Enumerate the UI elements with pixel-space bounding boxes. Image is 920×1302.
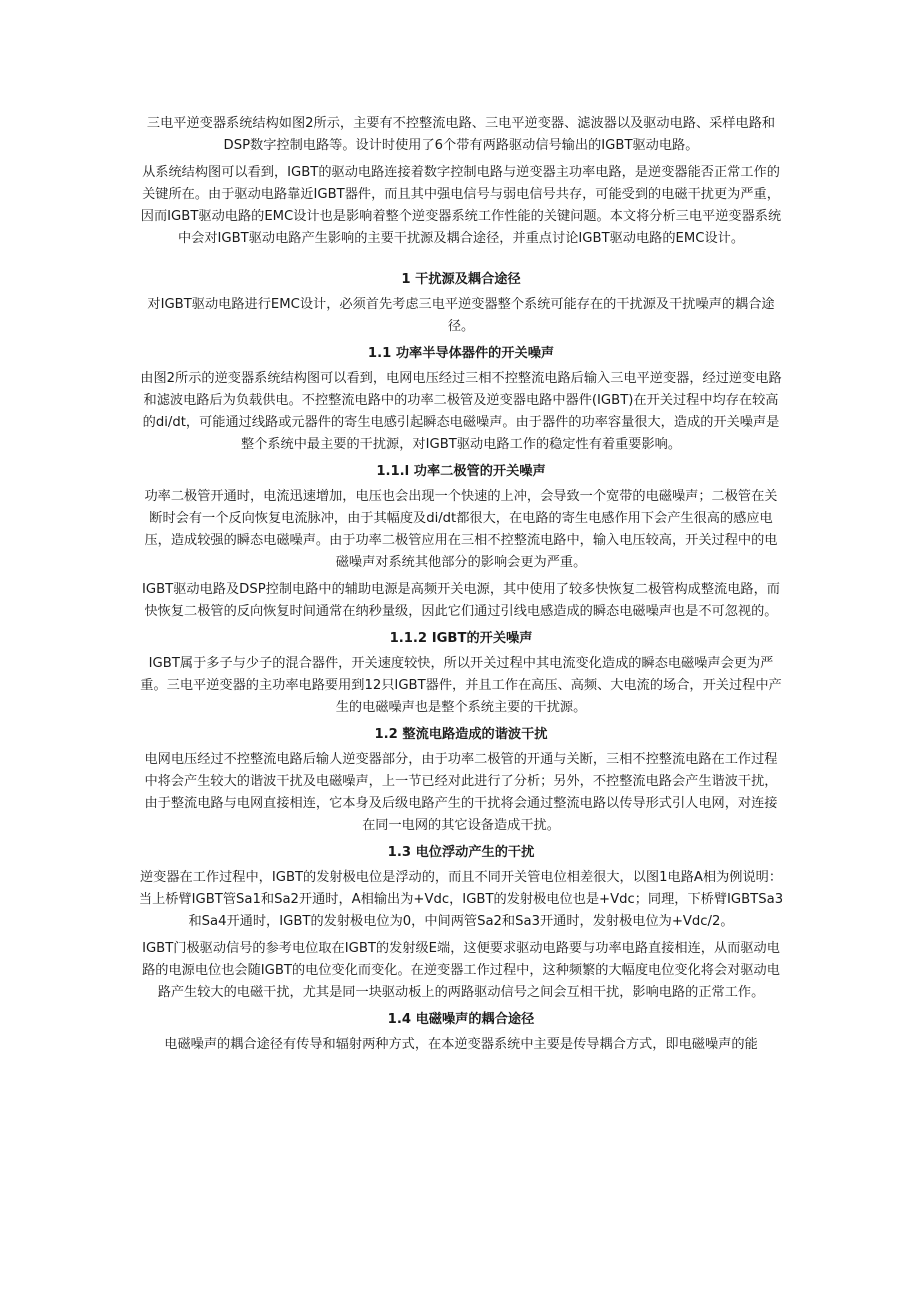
paragraph-igbt-noise: IGBT属于多子与少子的混合器件，开关速度较快，所以开关过程中其电流变化造成的瞬态电磁噪声会更为严重。三电平逆变器的主功率电路要用到12只IGBT器件，并且工作在高压、高频、大电流的场合，开关过程中产生的电磁噪声也是整个系统主要的干扰源。	[140, 656, 782, 715]
paragraph-harmonic: 电网电压经过不控整流电路后输人逆变器部分，由于功率二极管的开通与关断，三相不控整流电路在工作过程中将会产生较大的谐波干扰及电磁噪声，上一节已经对此进行了分析；另外，不控整流电路会产生谐波干扰，由于整流电路与电网直接相连，它本身及后级电路产生的干扰将会通过整流电路以传导形式引人电网，对连接在同一电网的其它设备造成干扰。	[144, 752, 778, 833]
heading-section-1-4: 1.4 电磁噪声的耦合途径	[387, 1012, 535, 1027]
spacer	[138, 255, 784, 269]
heading-section-1-1-1: 1.1.l 功率二极管的开关噪声	[376, 464, 546, 479]
paragraph-driver-importance: 从系统结构图可以看到，IGBT的驱动电路连接着数字控制电路与逆变器主功率电路，是逆变器能否正常工作的关键所在。由于驱动电路靠近IGBT器件，而且其中强电信号与弱电信号共存，可能受到的电磁干扰更为严重，因而IGBT驱动电路的EMC设计也是影响着整个逆变器系统工作性能的关键问题。本文将分析三电平逆变器系统中会对IGBT驱动电路产生影响的主要干扰源及耦合途径，并重点讨论IGBT驱动电路的EMC设计。	[140, 165, 782, 246]
paragraph-gate-reference: IGBT门极驱动信号的参考电位取在IGBT的发射级E端，这便要求驱动电路要与功率电路直接相连，从而驱动电路的电源电位也会随IGBT的电位变化而变化。在逆变器工作过程中，这种频繁的大幅度电位变化将会对驱动电路产生较大的电磁干扰，尤其是同一块驱动板上的两路驱动信号之间会互相干扰，影响电路的正常工作。	[142, 941, 780, 1000]
paragraph-floating-potential: 逆变器在工作过程中，IGBT的发射极电位是浮动的，而且不同开关管电位相差很大，以图1电路A相为例说明：当上桥臂IGBT管Sa1和Sa2开通时，A相输出为+Vdc，IGBT的发射极电位也是+Vdc；同理，下桥臂IGBTSa3和Sa4开通时，IGBT的发射极电位为0，中间两管Sa2和Sa3开通时，发射极电位为+Vdc/2。	[138, 870, 784, 929]
heading-section-1: 1 干扰源及耦合途径	[401, 272, 521, 287]
paragraph-section-1-intro: 对IGBT驱动电路进行EMC设计，必须首先考虑三电平逆变器整个系统可能存在的干扰源及干扰噪声的耦合途径。	[147, 297, 775, 334]
heading-section-1-3: 1.3 电位浮动产生的干扰	[387, 845, 535, 860]
paragraph-diode-noise: 功率二极管开通时，电流迅速增加，电压也会出现一个快速的上冲，会导致一个宽带的电磁噪声；二极管在关断时会有一个反向恢复电流脉冲，由于其幅度及di/dt都很大，在电路的寄生电感作用下会产生很高的感应电压，造成较强的瞬态电磁噪声。由于功率二极管应用在三相不控整流电路中，输入电压较高，开关过程中的电磁噪声对系统其他部分的影响会更为严重。	[144, 489, 778, 570]
paragraph-section-1-1: 由图2所示的逆变器系统结构图可以看到，电网电压经过三相不控整流电路后输入三电平逆变器，经过逆变电路和滤波电路后为负载供电。不控整流电路中的功率二极管及逆变器电路中器件(IGBT)在开关过程中均存在较高的di/dt，可能通过线路或元器件的寄生电感引起瞬态电磁噪声。由于器件的功率容量很大，造成的开关噪声是整个系统中最主要的干扰源，对IGBT驱动电路工作的稳定性有着重要影响。	[140, 371, 782, 452]
heading-section-1-1-2: 1.1.2 IGBT的开关噪声	[389, 631, 533, 646]
heading-section-1-1: 1.1 功率半导体器件的开关噪声	[367, 346, 555, 361]
paragraph-coupling: 电磁噪声的耦合途径有传导和辐射两种方式，在本逆变器系统中主要是传导耦合方式，即电磁噪声的能	[164, 1037, 758, 1052]
paragraph-aux-power: IGBT驱动电路及DSP控制电路中的辅助电源是高频开关电源，其中使用了较多快恢复二极管构成整流电路，而快恢复二极管的反向恢复时间通常在纳秒量级，因此它们通过引线电感造成的瞬态电磁噪声也是不可忽视的。	[142, 582, 780, 619]
heading-section-1-2: 1.2 整流电路造成的谐波干扰	[374, 727, 548, 742]
document-body	[138, 113, 784, 1061]
paragraph-system-structure: 三电平逆变器系统结构如图2所示，主要有不控整流电路、三电平逆变器、滤波器以及驱动电路、采样电路和DSP数字控制电路等。设计时使用了6个带有两路驱动信号输出的IGBT驱动电路。	[146, 116, 776, 153]
